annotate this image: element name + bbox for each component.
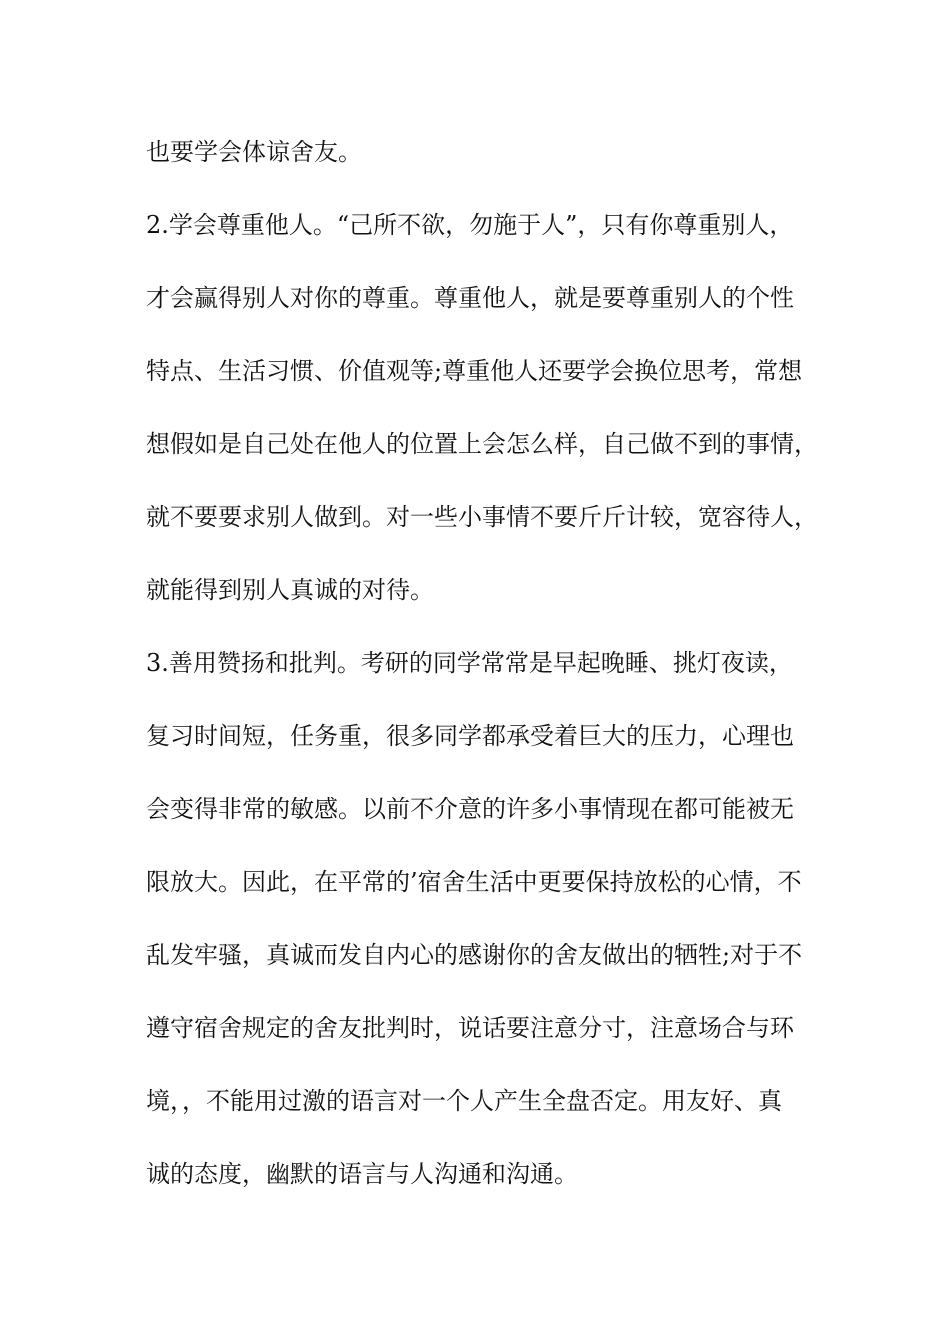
text-line: 就能得到别人真诚的对待。	[146, 576, 434, 604]
text-line: 境，，不能用过激的语言对一个人产生全盘否定。用友好、真	[146, 1087, 782, 1115]
text-line: 2.学会尊重他人。“己所不欲，勿施于人”，只有你尊重别人，	[146, 211, 794, 239]
text-line: 诚的态度，幽默的语言与人沟通和沟通。	[146, 1160, 578, 1188]
text-line: 才会赢得别人对你的尊重。尊重他人，就是要尊重别人的个性	[146, 284, 794, 312]
text-line: 乱发牢骚，真诚而发自内心的感谢你的舍友做出的牺牲;对于不	[146, 941, 803, 969]
text-line: 特点、生活习惯、价值观等;尊重他人还要学会换位思考，常想	[146, 357, 803, 385]
text-line: 复习时间短，任务重，很多同学都承受着巨大的压力，心理也	[146, 722, 794, 750]
text-line: 遵守宿舍规定的舍友批判时，说话要注意分寸，注意场合与环	[146, 1014, 794, 1042]
text-line: 3.善用赞扬和批判。考研的同学常常是早起晚睡、挑灯夜读，	[146, 649, 793, 677]
text-line: 就不要要求别人做到。对一些小事情不要斤斤计较，宽容待人，	[146, 503, 818, 531]
text-line: 会变得非常的敏感。以前不介意的许多小事情现在都可能被无	[146, 795, 794, 823]
text-line: 想假如是自己处在他人的位置上会怎么样，自己做不到的事情，	[146, 430, 818, 458]
text-line: 限放大。因此，在平常的’宿舍生活中更要保持放松的心情，不	[146, 868, 802, 896]
text-line: 也要学会体谅舍友。	[146, 138, 362, 166]
